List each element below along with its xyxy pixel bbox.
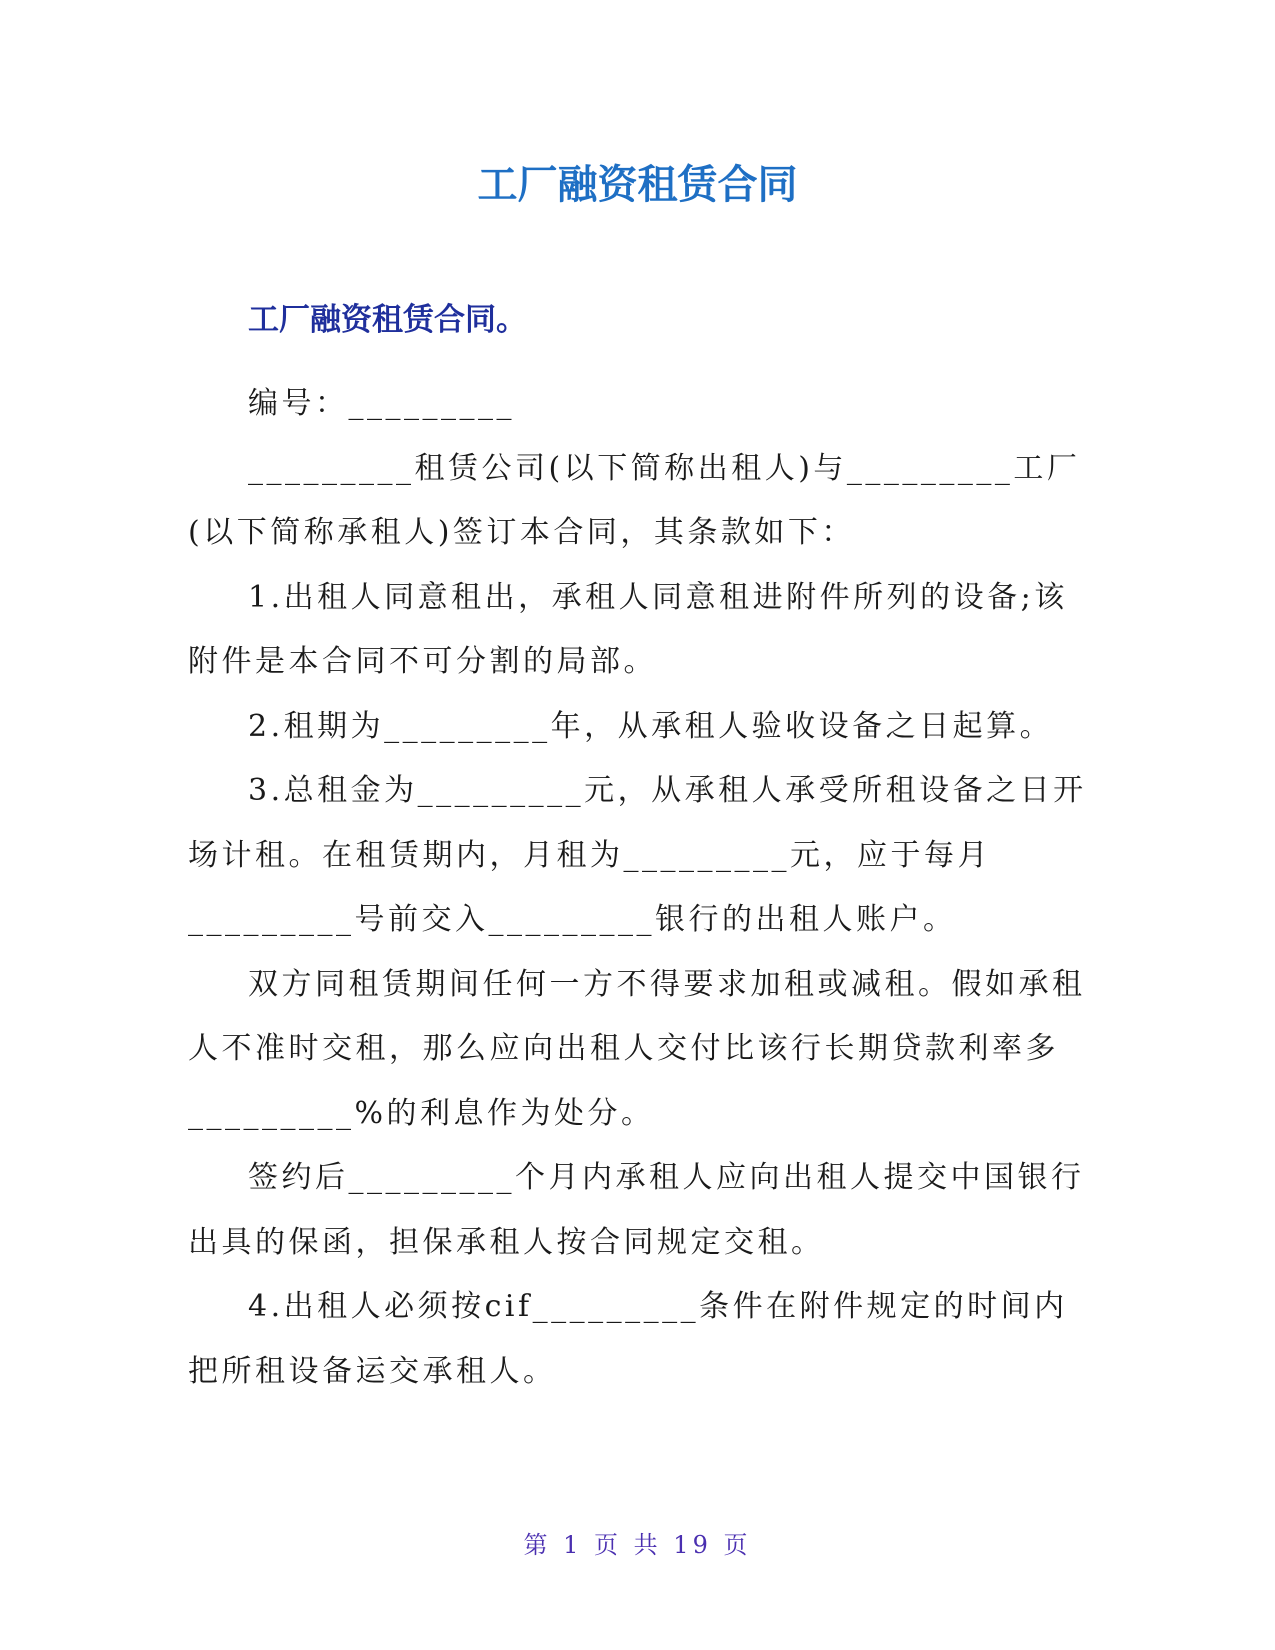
clause-4: 4.出租人必须按cif_________条件在附件规定的时间内把所租设备运交承租人。: [188, 1289, 1068, 1389]
paragraph-parties: _________租赁公司(以下简称出租人)与_________工厂(以下简称承租人)签订本合同，其条款如下：: [188, 450, 1081, 550]
paragraph-rent-terms: 双方同租赁期间任何一方不得要求加租或减租。假如承租人不准时交租，那么应向出租人交付比该行长期贷款利率多_________%的利息作为处分。: [188, 966, 1086, 1131]
clause-2: 2.租期为_________年，从承租人验收设备之日起算。: [248, 708, 1054, 744]
page-footer: 第 1 页 共 19 页: [523, 1531, 752, 1559]
contract-body: [188, 372, 1088, 1404]
paragraph-guarantee: 签约后_________个月内承租人应向出租人提交中国银行出具的保函，担保承租人按合同规定交租。: [188, 1160, 1085, 1260]
page-title: 工厂融资租赁合同: [477, 162, 798, 208]
contract-number: 编号：_________: [248, 386, 515, 421]
clause-3: 3.总租金为_________元，从承租人承受所租设备之日开场计租。在租赁期内，月租为_________元，应于每月_________号前交入_________银行的出租人账户。: [188, 773, 1087, 937]
section-heading: 工厂融资租赁合同。: [248, 302, 527, 338]
clause-1: 1.出租人同意租出，承租人同意租进附件所列的设备;该附件是本合同不可分割的局部。: [188, 579, 1068, 679]
